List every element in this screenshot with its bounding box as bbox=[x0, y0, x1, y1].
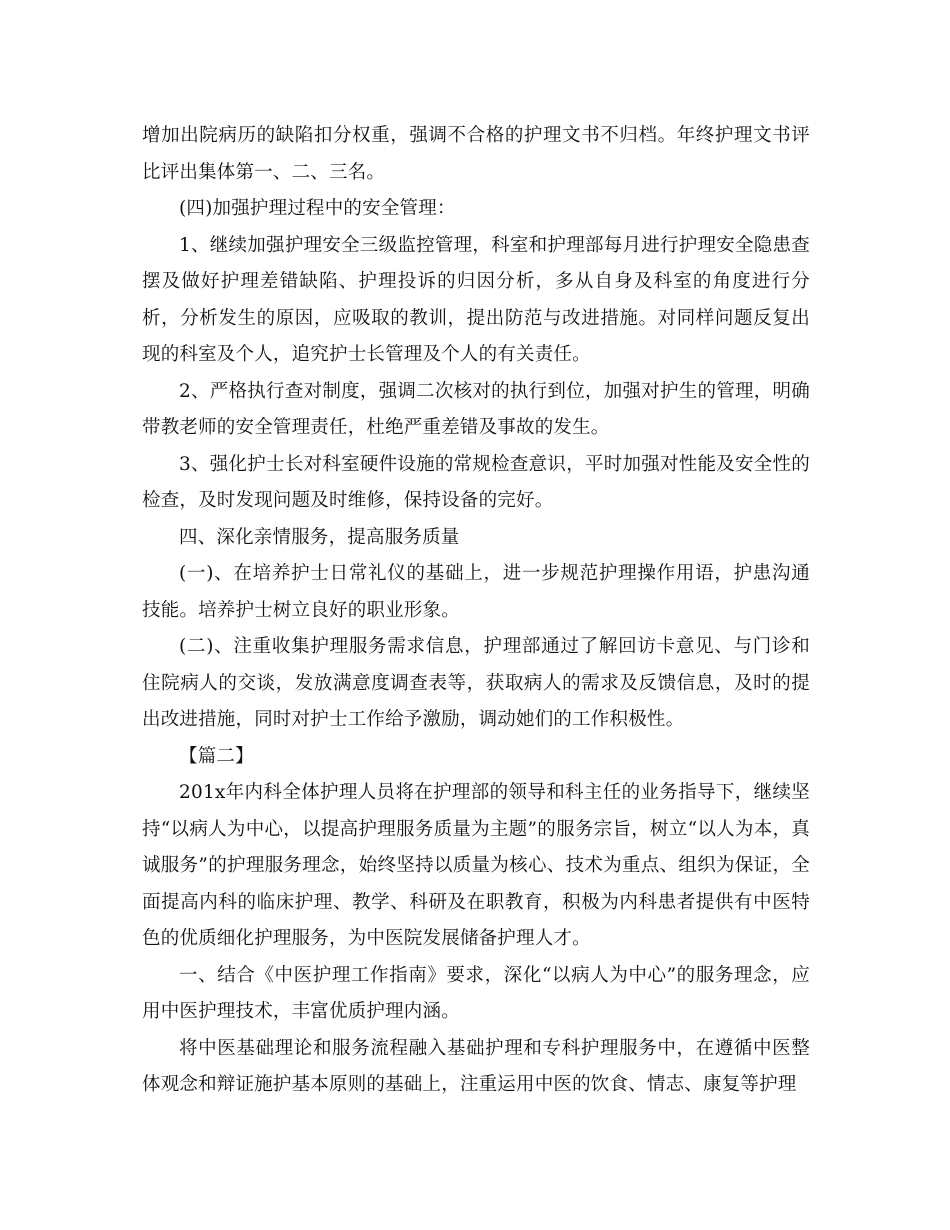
paragraph-etiquette-training: (一)、在培养护士日常礼仪的基础上，进一步规范护理操作用语，护患沟通技能。培养护士树立良好的职业形象。 bbox=[142, 563, 810, 621]
paragraph-equipment-inspection: 3、强化护士长对科室硬件设施的常规检查意识，平时加强对性能及安全性的检查，及时发现问题及时维修，保持设备的完好。 bbox=[142, 453, 810, 511]
paragraph-safety-monitoring: 1、继续加强护理安全三级监控管理，科室和护理部每月进行护理安全隐患查摆及做好护理差错缺陷、护理投诉的归因分析，多从自身及科室的角度进行分析，分析发生的原因，应吸取的教训，提出防范与改进措施。对同样问题反复出现的科室及个人，追究护士长管理及个人的有关责任。 bbox=[142, 234, 810, 365]
heading-tcm-guidelines: 一、结合《中医护理工作指南》要求，深化“以病人为中心”的服务理念，应用中医护理技术，丰富优质护理内涵。 bbox=[142, 964, 810, 1022]
heading-service-quality: 四、深化亲情服务，提高服务质量 bbox=[179, 526, 460, 548]
heading-safety-management: (四)加强护理过程中的安全管理： bbox=[179, 198, 456, 219]
paragraph-tcm-integration: 将中医基础理论和服务流程融入基础护理和专科护理服务中，在遵循中医整体观念和辩证施护基本原则的基础上，注重运用中医的饮食、情志、康复等护理 bbox=[142, 1037, 810, 1095]
document-body bbox=[142, 118, 810, 1104]
paragraph-feedback-collection: (二)、注重收集护理服务需求信息，护理部通过了解回访卡意见、与门诊和住院病人的交谈，发放满意度调查表等，获取病人的需求及反馈信息，及时的提出改进措施，同时对护士工作给予激励，调动她们的工作积极性。 bbox=[142, 636, 810, 730]
paragraph-archive-scoring: 增加出院病历的缺陷扣分权重，强调不合格的护理文书不归档。年终护理文书评比评出集体第一、二、三名。 bbox=[142, 125, 810, 183]
section-title-part-two: 【篇二】 bbox=[179, 745, 254, 767]
paragraph-verification-system: 2、严格执行查对制度，强调二次核对的执行到位，加强对护生的管理，明确带教老师的安全管理责任，杜绝严重差错及事故的发生。 bbox=[142, 380, 810, 438]
paragraph-annual-goals: 201x年内科全体护理人员将在护理部的领导和科主任的业务指导下，继续坚持“以病人为中心，以提高护理服务质量为主题”的服务宗旨，树立“以人为本，真诚服务”的护理服务理念，始终坚持以质量为核心、技术为重点、组织为保证，全面提高内科的临床护理、教学、科研及在职教育，积极为内科患者提供有中医特色的优质细化护理服务，为中医院发展储备护理人才。 bbox=[142, 782, 810, 949]
